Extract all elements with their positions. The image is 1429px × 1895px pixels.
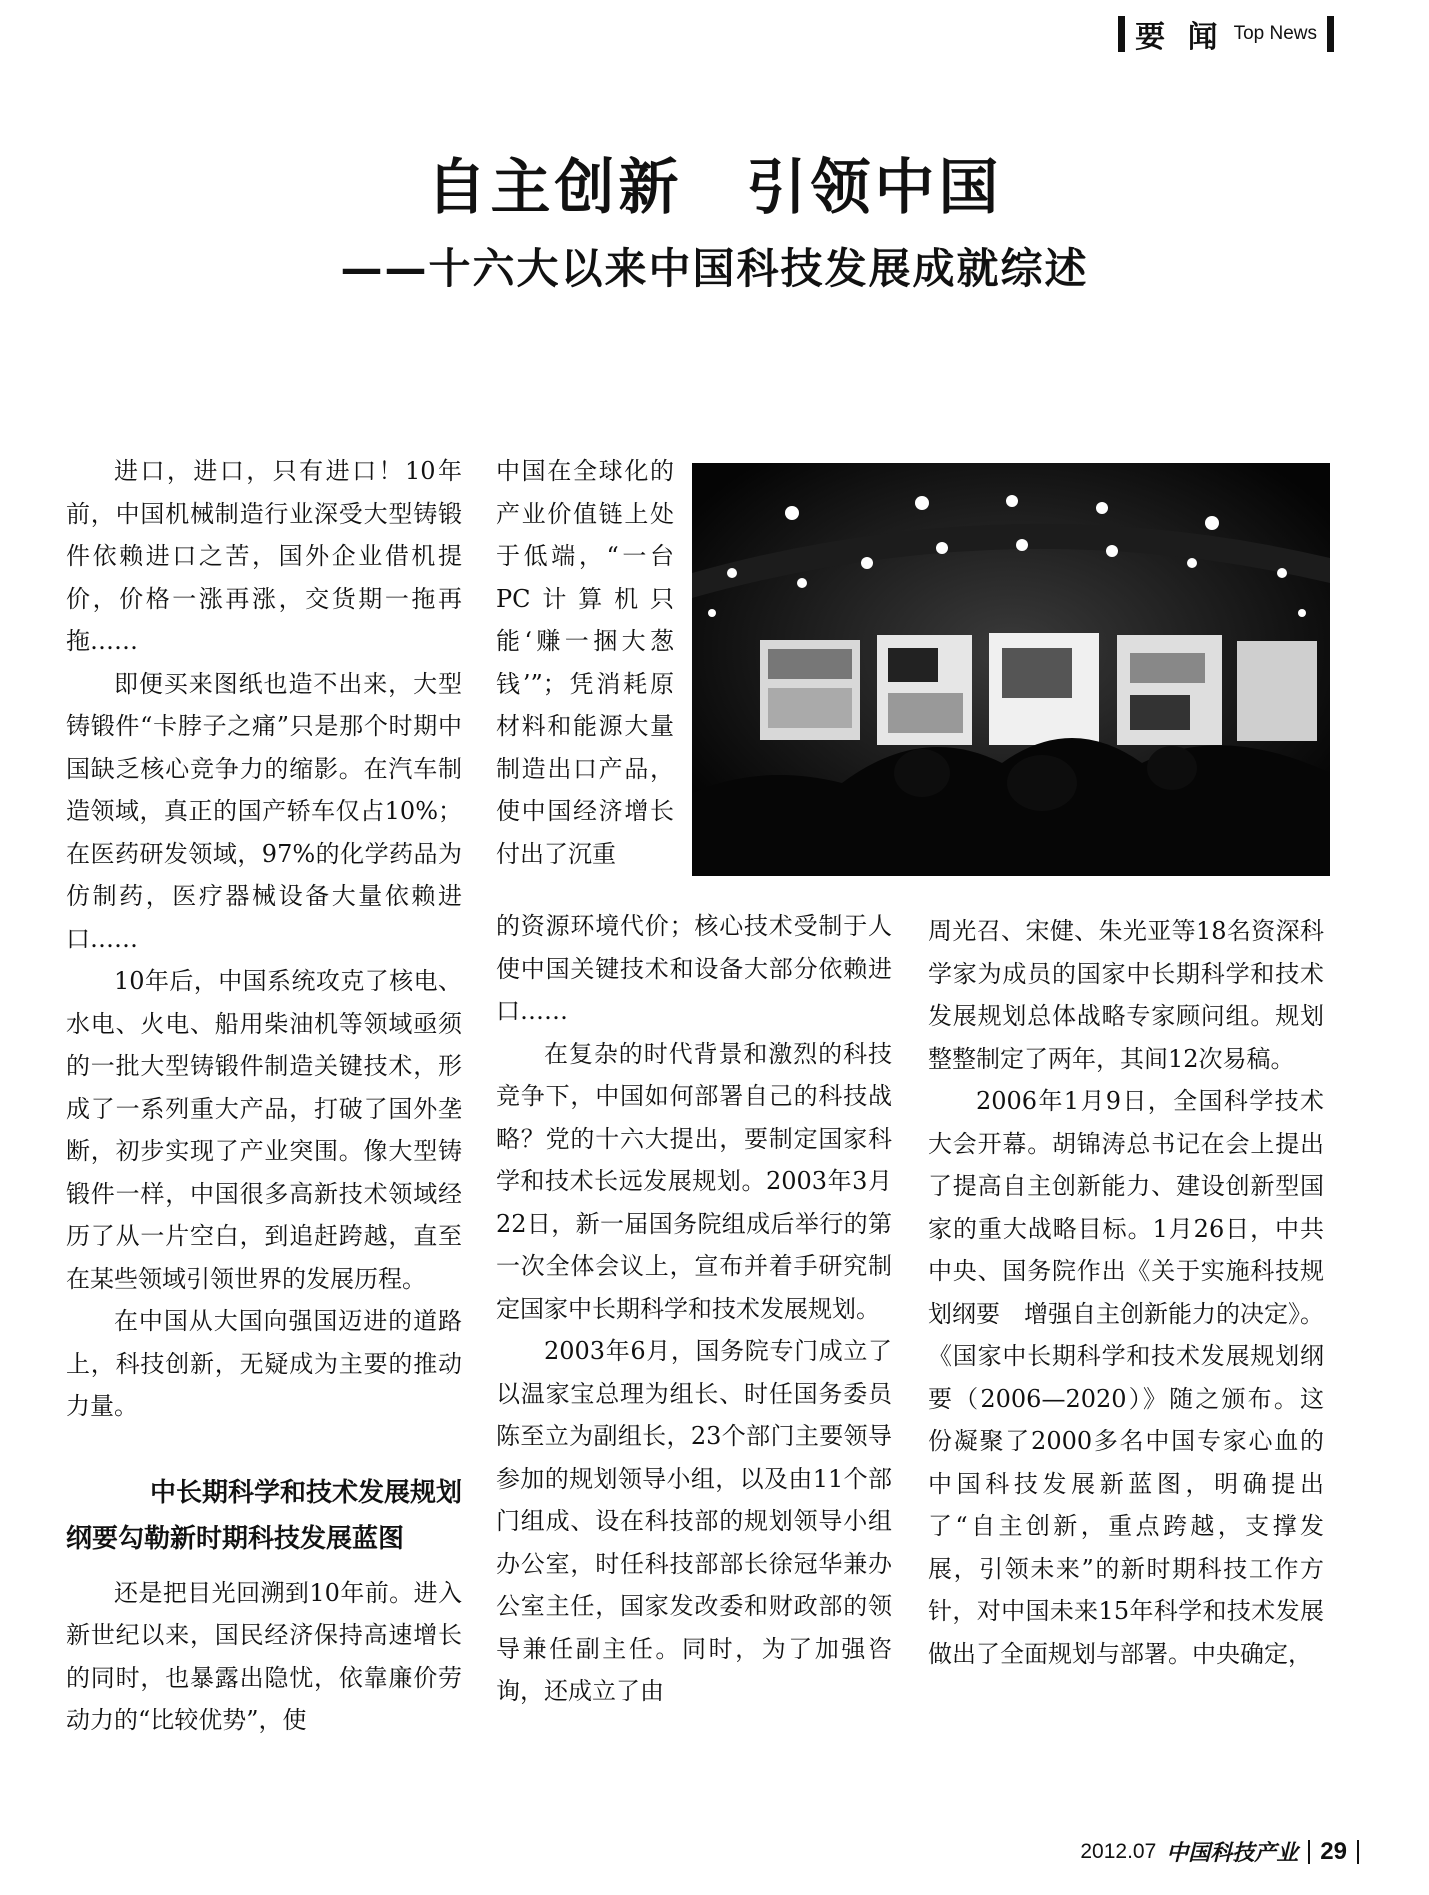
- section-heading-line-2: 纲要勾勒新时期科技发展蓝图: [66, 1523, 405, 1554]
- tag-bar-right: [1327, 16, 1334, 52]
- article-subtitle: ——十六大以来中国科技发展成就综述: [340, 244, 1089, 293]
- column-2: [496, 905, 892, 1713]
- section-tag: [1118, 10, 1334, 58]
- magazine-brand: 中国科技产业: [1166, 1841, 1299, 1866]
- page-footer: [1080, 1836, 1359, 1867]
- column-1: [66, 450, 462, 1742]
- page-number: 29: [1320, 1837, 1347, 1865]
- tag-bar-left: [1118, 16, 1125, 52]
- paragraph: 10年后，中国系统攻克了核电、水电、火电、船用柴油机等领域亟须的一批大型铸锻件制造关键技术，形成了一系列重大产品，打破了国外垄断，初步实现了产业突围。像大型铸锻件一样，中国很多高新技术领域经历了从一片空白，到追赶跨越，直至在某些领域引领世界的发展历程。: [66, 967, 462, 1293]
- section-label-en: Top News: [1233, 23, 1317, 44]
- article-title: 自主创新 引领中国: [426, 153, 1003, 223]
- footer-divider: [1357, 1840, 1359, 1864]
- paragraph: 周光召、宋健、朱光亚等18名资深科学家为成员的国家中长期科学和技术发展规划总体战略专家顾问组。规划整整制定了两年，其间12次易稿。: [928, 917, 1324, 1073]
- paragraph: 进口，进口，只有进口！10年前，中国机械制造行业深受大型铸锻件依赖进口之苦，国外企业借机提价，价格一涨再涨，交货期一拖再拖……: [66, 457, 462, 655]
- paragraph: 的资源环境代价；核心技术受制于人使中国关键技术和设备大部分依赖进口……: [496, 912, 892, 1025]
- section-heading-line-1: 中长期科学和技术发展规划: [149, 1477, 462, 1508]
- footer-divider: [1308, 1840, 1310, 1864]
- paragraph: 在中国从大国向强国迈进的道路上，科技创新，无疑成为主要的推动力量。: [66, 1307, 462, 1420]
- paragraph: 还是把目光回溯到10年前。进入新世纪以来，国民经济保持高速增长的同时，也暴露出隐忧，依靠廉价劳动力的“比较优势”，使: [66, 1578, 462, 1734]
- column-3: [928, 910, 1324, 1675]
- section-heading: [66, 1470, 462, 1562]
- paragraph: 即便买来图纸也造不出来，大型铸锻件“卡脖子之痛”只是那个时期中国缺乏核心竞争力的缩影。在汽车制造领域，真正的国产轿车仅占10%；在医药研发领域，97%的化学药品为仿制药，医疗器械设备大量依赖进口……: [66, 669, 462, 953]
- conference-photo: [692, 463, 1330, 876]
- column-2-narrow: [496, 450, 674, 875]
- paragraph: 2006年1月9日，全国科学技术大会开幕。胡锦涛总书记在会上提出了提高自主创新能力、建设创新型国家的重大战略目标。1月26日，中共中央、国务院作出《关于实施科技规划纲要 增强自主创新能力的决定》。《国家中长期科学和技术发展规划纲要（2006—2020）》随之颁布。这份凝聚了2000多名中国专家心血的中国科技发展新蓝图，明确提出了“自主创新，重点跨越，支撑发展，引领未来”的新时期科技工作方针，对中国未来15年科学和技术发展做出了全面规划与部署。中央确定，: [928, 1087, 1324, 1668]
- section-label-cn: 要 闻: [1135, 20, 1224, 55]
- photo-illustration: [692, 463, 1330, 876]
- paragraph: 2003年6月，国务院专门成立了以温家宝总理为组长、时任国务委员陈至立为副组长，23个部门主要领导参加的规划领导小组，以及由11个部门组成、设在科技部的规划领导小组办公室，时任科技部部长徐冠华兼办公室主任，国家发改委和财政部的领导兼任副主任。同时，为了加强咨询，还成立了由: [496, 1337, 892, 1705]
- issue-date: 2012.07: [1080, 1839, 1157, 1863]
- paragraph: 中国在全球化的产业价值链上处于低端，“一台PC计算机只能‘赚一捆大葱钱’”；凭消耗原材料和能源大量制造出口产品，使中国经济增长付出了沉重: [496, 457, 674, 868]
- paragraph: 在复杂的时代背景和激烈的科技竞争下，中国如何部署自己的科技战略？党的十六大提出，要制定国家科学和技术长远发展规划。2003年3月22日，新一届国务院组成后举行的第一次全体会议上，宣布并着手研究制定国家中长期科学和技术发展规划。: [496, 1039, 892, 1323]
